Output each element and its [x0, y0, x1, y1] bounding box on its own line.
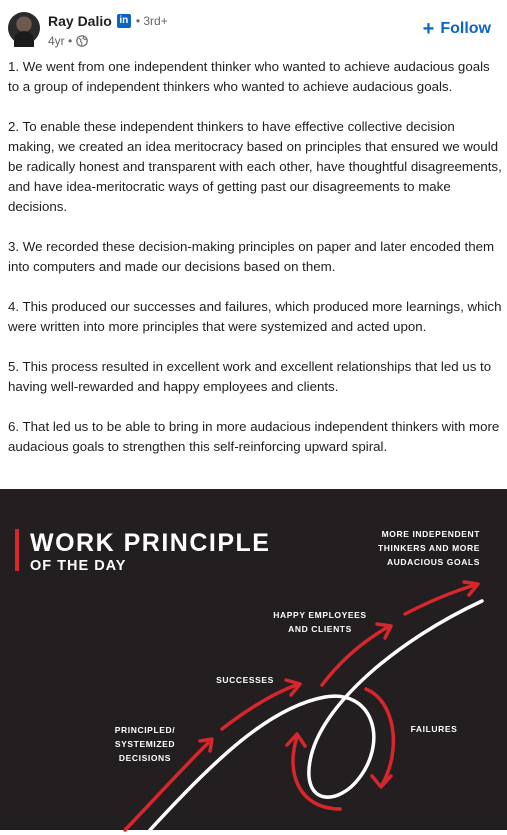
post-paragraph-6: 6. That led us to be able to bring in more audacious independent thinkers with more audacious goals to strengthen this self-reinforcing upward spiral. — [8, 419, 500, 454]
post-meta — [48, 33, 88, 49]
plus-icon: + — [422, 18, 435, 40]
label-successes: SUCCESSES — [216, 675, 274, 685]
graphic-title: WORK PRINCIPLE — [30, 529, 271, 557]
label-more-independent — [378, 529, 480, 567]
author-avatar[interactable] — [8, 12, 40, 44]
label-principled-2: SYSTEMIZED — [114, 739, 176, 749]
globe-icon — [76, 35, 88, 47]
post-image[interactable] — [0, 489, 507, 835]
work-principle-diagram — [0, 489, 507, 835]
label-happy-1: HAPPY EMPLOYEES — [273, 610, 367, 620]
label-more-independent-3: AUDACIOUS GOALS — [386, 557, 480, 567]
label-happy-2: AND CLIENTS — [288, 624, 352, 634]
arrow-failures — [366, 689, 393, 785]
post-header — [0, 0, 507, 56]
author-name[interactable]: Ray Dalio — [48, 13, 112, 29]
author-name-row — [48, 12, 168, 30]
post-paragraph-3: 3. We recorded these decision-making principles on paper and later encoded them into computers and made our decisions based on them. — [8, 239, 495, 274]
spiral-curve — [150, 601, 482, 830]
linkedin-icon: in — [117, 14, 131, 28]
label-more-independent-1: MORE INDEPENDENT — [381, 529, 480, 539]
label-happy — [273, 610, 366, 634]
label-learnings: LEARNINGS — [290, 828, 346, 835]
post-time: 4yr • — [48, 34, 73, 48]
post-paragraph-5: 5. This process resulted in excellent work and excellent relationships that led us to having well-rewarded and happy employees and clients. — [8, 359, 492, 394]
post-paragraph-1: 1. We went from one independent thinker who wanted to achieve audacious goals to a group of independent thinkers who wanted to achieve audacious goals. — [8, 59, 490, 94]
post-body — [8, 57, 502, 477]
label-principled — [115, 725, 175, 763]
arrow-failures-head — [372, 776, 391, 787]
label-principled-3: DECISIONS — [118, 753, 172, 763]
post-paragraph-4: 4. This produced our successes and failures, which produced more learnings, which were written into more principles that were systemized and acted upon. — [8, 299, 502, 334]
follow-button[interactable] — [423, 20, 491, 38]
label-more-independent-2: THINKERS AND MORE — [378, 543, 480, 553]
title-accent-bar — [15, 529, 19, 571]
post-paragraph-2: 2. To enable these independent thinkers to have effective collective decision making, we created an idea meritocracy based on principles that ensured we would be radically honest and transparent with each other, have thoughtful disagreements, and have idea-meritocratic ways of getting past our disagreements to make decisions. — [8, 119, 502, 214]
connection-degree: • 3rd+ — [135, 14, 168, 28]
arrow-happy — [322, 627, 388, 685]
arrow-successes — [222, 685, 296, 729]
follow-label: Follow — [440, 20, 491, 37]
graphic-subtitle: OF THE DAY — [30, 558, 127, 574]
label-failures: FAILURES — [410, 724, 458, 734]
label-principled-1: PRINCIPLED/ — [114, 725, 176, 735]
